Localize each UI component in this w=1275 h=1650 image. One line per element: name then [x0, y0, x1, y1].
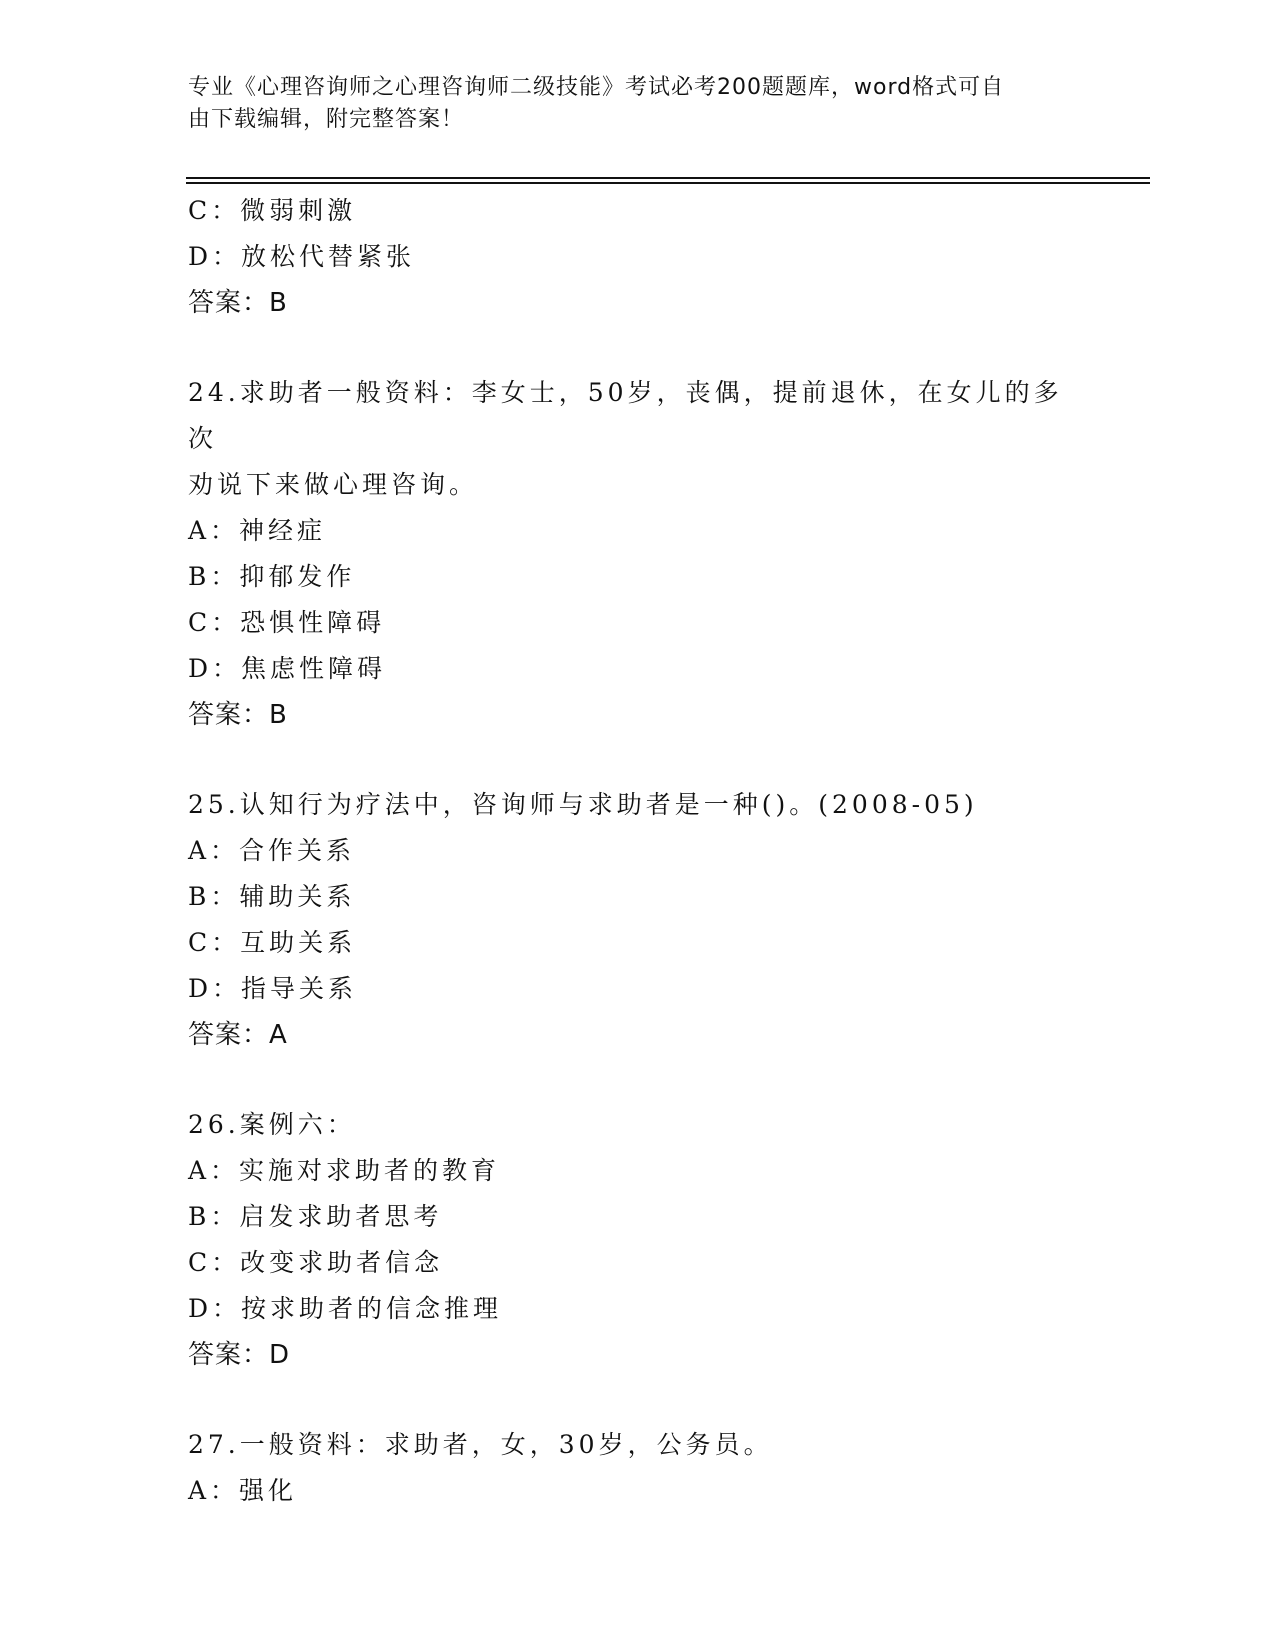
question-25 [188, 782, 1088, 1058]
option-b: B：启发求助者思考 [188, 1202, 443, 1231]
header-divider-top [186, 177, 1150, 179]
option-c: C：改变求助者信念 [188, 1248, 444, 1277]
question-list [188, 188, 1088, 1514]
option-d: D：按求助者的信念推理 [188, 1294, 503, 1323]
option-a: A：合作关系 [188, 836, 356, 865]
question-26 [188, 1102, 1088, 1378]
header-line-1: 专业《心理咨询师之心理咨询师二级技能》考试必考200题题库，word格式可自 [188, 75, 1005, 100]
option-b: B：抑郁发作 [188, 562, 356, 591]
question-27 [188, 1422, 1088, 1514]
document-header [188, 72, 1068, 136]
answer-line: 答案：D [188, 1340, 291, 1370]
question-stem-line: 24.求助者一般资料：李女士，50岁，丧偶，提前退休，在女儿的多次 [188, 378, 1063, 453]
question-24 [188, 370, 1088, 738]
answer-line: 答案：A [188, 1020, 288, 1050]
option-d: D：放松代替紧张 [188, 242, 416, 271]
header-line-2: 由下载编辑，附完整答案！ [188, 107, 465, 132]
question-stem-line: 27.一般资料：求助者，女，30岁，公务员。 [188, 1430, 773, 1459]
option-a: A：实施对求助者的教育 [188, 1156, 501, 1185]
answer-line: 答案：B [188, 700, 288, 730]
option-c: C：微弱刺激 [188, 196, 357, 225]
option-a: A：强化 [188, 1476, 298, 1505]
option-d: D：指导关系 [188, 974, 358, 1003]
question-stem-line: 劝说下来做心理咨询。 [188, 470, 479, 499]
question-stem-line: 26.案例六： [188, 1110, 356, 1139]
option-c: C：恐惧性障碍 [188, 608, 386, 637]
answer-line: 答案：B [188, 288, 288, 318]
option-d: D：焦虑性障碍 [188, 654, 387, 683]
option-c: C：互助关系 [188, 928, 357, 957]
option-b: B：辅助关系 [188, 882, 356, 911]
option-a: A：神经症 [188, 516, 327, 545]
header-divider-bottom [186, 182, 1150, 184]
question-stem-line: 25.认知行为疗法中，咨询师与求助者是一种()。(2008-05) [188, 790, 978, 819]
question-23-continued [188, 188, 1088, 326]
